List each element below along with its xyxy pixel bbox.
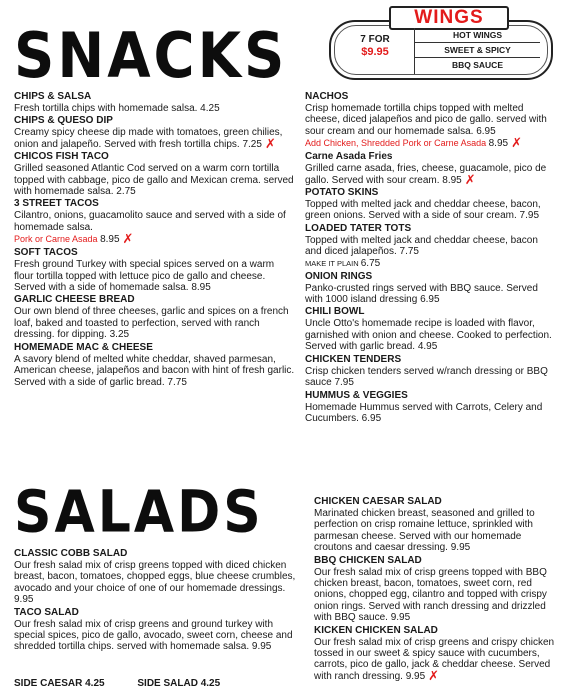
item-description-text: Homemade Hummus served with Carrots, Celery and Cucumbers. 6.95 bbox=[305, 401, 543, 424]
item-description bbox=[14, 619, 296, 653]
red-x-mark: ✗ bbox=[122, 232, 134, 248]
item-name: ONION RINGS bbox=[305, 270, 373, 282]
item-name: TACO SALAD bbox=[14, 606, 79, 618]
item-option bbox=[305, 258, 555, 270]
menu-item bbox=[14, 91, 296, 114]
item-description bbox=[305, 235, 555, 258]
item-description bbox=[14, 127, 296, 150]
item-name: NACHOS bbox=[305, 91, 349, 102]
item-description-text: Marinated chicken breast, seasoned and grilled to perfection on crisp romaine lettuce, sprinkled with parmesan cheese. Served with our homemade croutons and caesar dressing. 9.95 bbox=[314, 508, 535, 554]
snacks-heading: SNACKS bbox=[14, 20, 288, 93]
item-description-text: A savory blend of melted white cheddar, shaved parmesan, American cheese, jalapeños and bacon with hint of fresh garlic. Served with a side of garlic bread. 7.75 bbox=[14, 353, 295, 388]
item-description bbox=[305, 366, 555, 389]
item-name: HUMMUS & VEGGIES bbox=[305, 389, 408, 401]
add-on-text: Add Chicken, Shredded Pork or Carne Asada bbox=[305, 138, 487, 149]
sides-row bbox=[14, 678, 304, 689]
wing-option: BBQ SAUCE bbox=[451, 60, 503, 70]
salads-right-column bbox=[314, 496, 556, 683]
item-description-text: Our fresh salad mix of crisp greens topped with diced chicken breast, bacon, tomatoes, chopped eggs, blue cheese crumbles, avocado and your choice of one of our homemade dressings. 9.95 bbox=[14, 560, 296, 606]
item-description-text: Our fresh salad mix of crisp greens and crispy chicken tossed in our sweet & spicy sauce with cucumbers, carrots, pico de gallo, jack & cheddar cheese. Served with ranch dressing. 9.95 bbox=[314, 636, 555, 682]
item-name: 3 STREET TACOS bbox=[14, 198, 99, 210]
wings-price-box bbox=[337, 32, 413, 72]
item-name: CHICKEN CAESAR SALAD bbox=[314, 496, 442, 507]
item-name: CHIPS & SALSA bbox=[14, 91, 92, 102]
item-name: GARLIC CHEESE BREAD bbox=[14, 294, 135, 306]
item-description-text: Our fresh salad mix of crisp greens topped with BBQ chicken breast, bacon, tomatoes, sweet corn, red onions, chopped egg, cilantro and topped with crispy onion rings. Served with ranch dressing and drizzled with BBQ sauce. 9.95 bbox=[314, 566, 547, 624]
menu-item bbox=[314, 496, 556, 554]
wings-title: WINGS bbox=[389, 6, 509, 30]
item-description bbox=[305, 318, 555, 352]
wings-deal: 7 FOR bbox=[360, 34, 390, 45]
menu-item bbox=[14, 548, 296, 606]
menu-item bbox=[305, 271, 555, 306]
item-name: HOMEMADE MAC & CHEESE bbox=[14, 341, 153, 353]
red-x-mark: ✗ bbox=[511, 136, 522, 152]
item-add-on bbox=[305, 137, 555, 150]
item-description bbox=[305, 199, 555, 222]
option-price: 6.75 bbox=[360, 257, 381, 269]
option-text: MAKE IT PLAIN bbox=[305, 258, 359, 268]
salads-heading: SALADS bbox=[14, 479, 264, 547]
menu-item bbox=[305, 354, 555, 389]
item-description-text: Panko-crusted rings served with BBQ sauce. Served with 1000 island dressing 6.95 bbox=[305, 282, 538, 306]
menu-item bbox=[14, 151, 296, 197]
red-x-mark: ✗ bbox=[264, 136, 276, 152]
menu-item bbox=[305, 151, 555, 186]
item-name: CLASSIC COBB SALAD bbox=[14, 548, 128, 559]
item-description bbox=[14, 306, 296, 340]
item-description bbox=[14, 210, 296, 233]
item-description bbox=[314, 567, 556, 624]
menu-item bbox=[314, 625, 556, 683]
item-description bbox=[314, 637, 556, 683]
item-description-text: Uncle Otto's homemade recipe is loaded with flavor, garnished with onion and cheese. Cooked to perfection. Served with garlic bread. 4.95 bbox=[305, 318, 552, 353]
red-x-mark: ✗ bbox=[464, 172, 476, 188]
item-name: CHICOS FISH TACO bbox=[14, 151, 109, 163]
item-name: Carne Asada Fries bbox=[305, 151, 393, 163]
item-description-text: Grilled seasoned Atlantic Cod served on a warm corn tortilla topped with cabbage, pico de gallo and Mexican crema. served with homemade salsa. 2.75 bbox=[14, 163, 294, 198]
item-description bbox=[305, 103, 555, 137]
item-description-text: Fresh tortilla chips with homemade salsa. 4.25 bbox=[14, 103, 220, 114]
side-caesar: SIDE CAESAR 4.25 bbox=[14, 678, 105, 689]
item-description bbox=[14, 163, 296, 197]
item-description-text: Fresh ground Turkey with special spices served on a warm flour tortilla topped with lettuce pico de gallo and cheese. Served with a side of homemade salsa. 8.95 bbox=[14, 259, 275, 294]
wing-option: SWEET & SPICY bbox=[415, 43, 540, 58]
wings-price: $9.95 bbox=[361, 46, 389, 58]
add-on-price: 8.95 bbox=[488, 138, 509, 150]
menu-item bbox=[14, 294, 296, 340]
menu-item bbox=[314, 555, 556, 624]
menu-item bbox=[305, 91, 555, 150]
item-description bbox=[314, 508, 556, 554]
item-description-text: Crisp homemade tortilla chips topped with melted cheese, diced jalapeños and pico de gallo. served with sour cream and our homemade salsa. 6.95 bbox=[305, 103, 547, 137]
item-description bbox=[14, 103, 296, 114]
side-salad: SIDE SALAD 4.25 bbox=[137, 678, 221, 689]
menu-item bbox=[14, 115, 296, 150]
wing-option: HOT WINGS bbox=[415, 28, 540, 43]
menu-item bbox=[14, 607, 296, 653]
menu-item bbox=[14, 198, 296, 246]
item-description bbox=[14, 259, 296, 293]
item-description-text: Creamy spicy cheese dip made with tomatoes, green chilies, onion and jalapeño. Served with fresh tortilla chips. 7.25 bbox=[14, 127, 283, 150]
wings-options bbox=[414, 28, 540, 74]
menu-item bbox=[305, 223, 555, 270]
item-description-text: Grilled carne asada, fries, cheese, guacamole, pico de gallo. Served with sour cream. 8.95 bbox=[305, 163, 547, 186]
snacks-right-column bbox=[305, 91, 555, 425]
item-name: CHIPS & QUESO DIP bbox=[14, 115, 113, 127]
item-name: CHILI BOWL bbox=[305, 306, 365, 318]
item-description bbox=[305, 283, 555, 306]
menu-item bbox=[14, 247, 296, 293]
menu-item bbox=[305, 187, 555, 222]
menu-item bbox=[305, 306, 555, 352]
item-name: LOADED TATER TOTS bbox=[305, 222, 412, 234]
item-name: KICKEN CHICKEN SALAD bbox=[314, 624, 438, 636]
item-description bbox=[14, 354, 296, 388]
add-on-text: Pork or Carne Asada bbox=[14, 234, 98, 245]
menu-item bbox=[305, 390, 555, 425]
item-description bbox=[14, 560, 296, 606]
item-description-text: Our fresh salad mix of crisp greens and ground turkey with special spices, pico de gallo, avocado, sweet corn, cheese and shredded tortilla chips. served with homemade salsa. 9.95 bbox=[14, 618, 293, 653]
item-description-text: Cilantro, onions, guacamolito sauce and served with a side of homemade salsa. bbox=[14, 210, 286, 233]
salads-left-column bbox=[14, 548, 296, 654]
item-name: SOFT TACOS bbox=[14, 247, 78, 259]
item-description-text: Topped with melted jack and cheddar cheese, bacon, green onions. Served with a side of sour cream. 7.95 bbox=[305, 199, 541, 222]
item-name: BBQ CHICKEN SALAD bbox=[314, 554, 422, 566]
menu-item bbox=[14, 342, 296, 388]
item-add-on bbox=[14, 233, 296, 246]
item-description bbox=[305, 163, 555, 186]
red-x-mark: ✗ bbox=[428, 668, 440, 684]
add-on-price: 8.95 bbox=[100, 234, 120, 246]
item-description-text: Our own blend of three cheeses, garlic and spices on a french loaf, baked and toasted to perfection, served with ranch dressing. for dipping. 3.25 bbox=[14, 306, 289, 341]
item-name: POTATO SKINS bbox=[305, 187, 379, 199]
item-description-text: Topped with melted jack and cheddar cheese, bacon and diced jalapeños. 7.75 bbox=[305, 234, 538, 258]
snacks-left-column bbox=[14, 91, 296, 389]
item-description bbox=[305, 402, 555, 425]
item-description-text: Crisp chicken tenders served w/ranch dressing or BBQ sauce 7.95 bbox=[305, 365, 548, 389]
item-name: CHICKEN TENDERS bbox=[305, 353, 402, 365]
